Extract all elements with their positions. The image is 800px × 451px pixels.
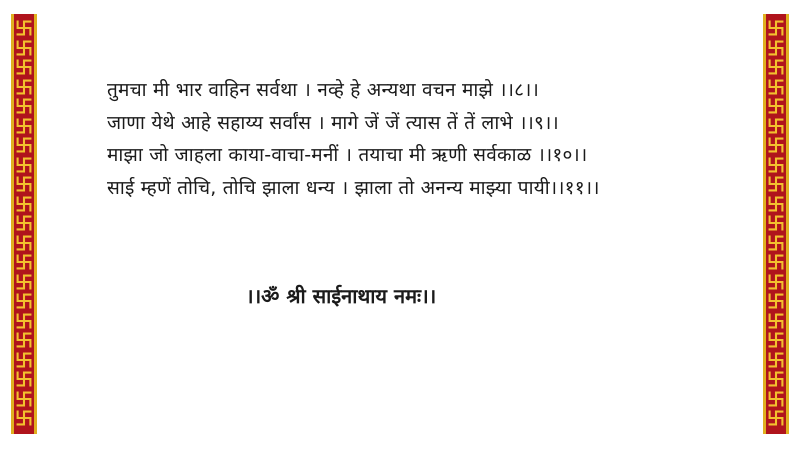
swastika-icon <box>16 371 32 387</box>
swastika-icon <box>16 410 32 426</box>
swastika-icon <box>16 332 32 348</box>
swastika-icon <box>768 410 784 426</box>
swastika-icon <box>768 40 784 56</box>
right-motif-column <box>766 14 786 430</box>
verse-line-10: माझा जो जाहला काया-वाचा-मनीं । तयाचा मी ऋणी सर्वकाळ ।।१०।। <box>107 144 588 166</box>
swastika-icon <box>768 59 784 75</box>
swastika-icon <box>16 118 32 134</box>
swastika-icon <box>16 20 32 36</box>
right-border-strip <box>763 14 789 434</box>
swastika-icon <box>768 313 784 329</box>
swastika-icon <box>768 332 784 348</box>
swastika-icon <box>16 59 32 75</box>
swastika-icon <box>768 196 784 212</box>
swastika-icon <box>16 352 32 368</box>
sai-mantra: ।।ॐ श्री साईनाथाय नमः।। <box>246 284 437 308</box>
swastika-icon <box>16 313 32 329</box>
swastika-icon <box>16 137 32 153</box>
verse-block <box>107 74 747 204</box>
swastika-icon <box>16 215 32 231</box>
swastika-icon <box>16 79 32 95</box>
swastika-icon <box>768 79 784 95</box>
swastika-icon <box>16 157 32 173</box>
swastika-icon <box>16 293 32 309</box>
swastika-icon <box>768 157 784 173</box>
swastika-icon <box>16 98 32 114</box>
swastika-icon <box>16 254 32 270</box>
swastika-icon <box>768 176 784 192</box>
swastika-icon <box>768 274 784 290</box>
verse-line-8: तुमचा मी भार वाहिन सर्वथा । नव्हे हे अन्यथा वचन माझे ।।८।। <box>107 79 539 101</box>
swastika-icon <box>16 274 32 290</box>
swastika-icon <box>16 176 32 192</box>
swastika-icon <box>768 98 784 114</box>
swastika-icon <box>768 352 784 368</box>
left-motif-column <box>14 14 34 430</box>
swastika-icon <box>768 235 784 251</box>
swastika-icon <box>768 137 784 153</box>
swastika-icon <box>16 235 32 251</box>
swastika-icon <box>768 371 784 387</box>
swastika-icon <box>768 293 784 309</box>
swastika-icon <box>768 391 784 407</box>
swastika-icon <box>16 391 32 407</box>
swastika-icon <box>16 40 32 56</box>
verse-line-9: जाणा येथे आहे सहाय्य सर्वांस । मागे जें जें त्यास तें तें लाभे ।।९।। <box>107 111 559 134</box>
left-border-strip <box>11 14 37 434</box>
swastika-icon <box>768 20 784 36</box>
swastika-icon <box>768 215 784 231</box>
swastika-icon <box>768 254 784 270</box>
swastika-icon <box>768 118 784 134</box>
swastika-icon <box>16 196 32 212</box>
verse-line-11: साई म्हणें तोचि, तोचि झाला धन्य । झाला तो अनन्य माझ्या पायी।।११।। <box>107 176 600 199</box>
